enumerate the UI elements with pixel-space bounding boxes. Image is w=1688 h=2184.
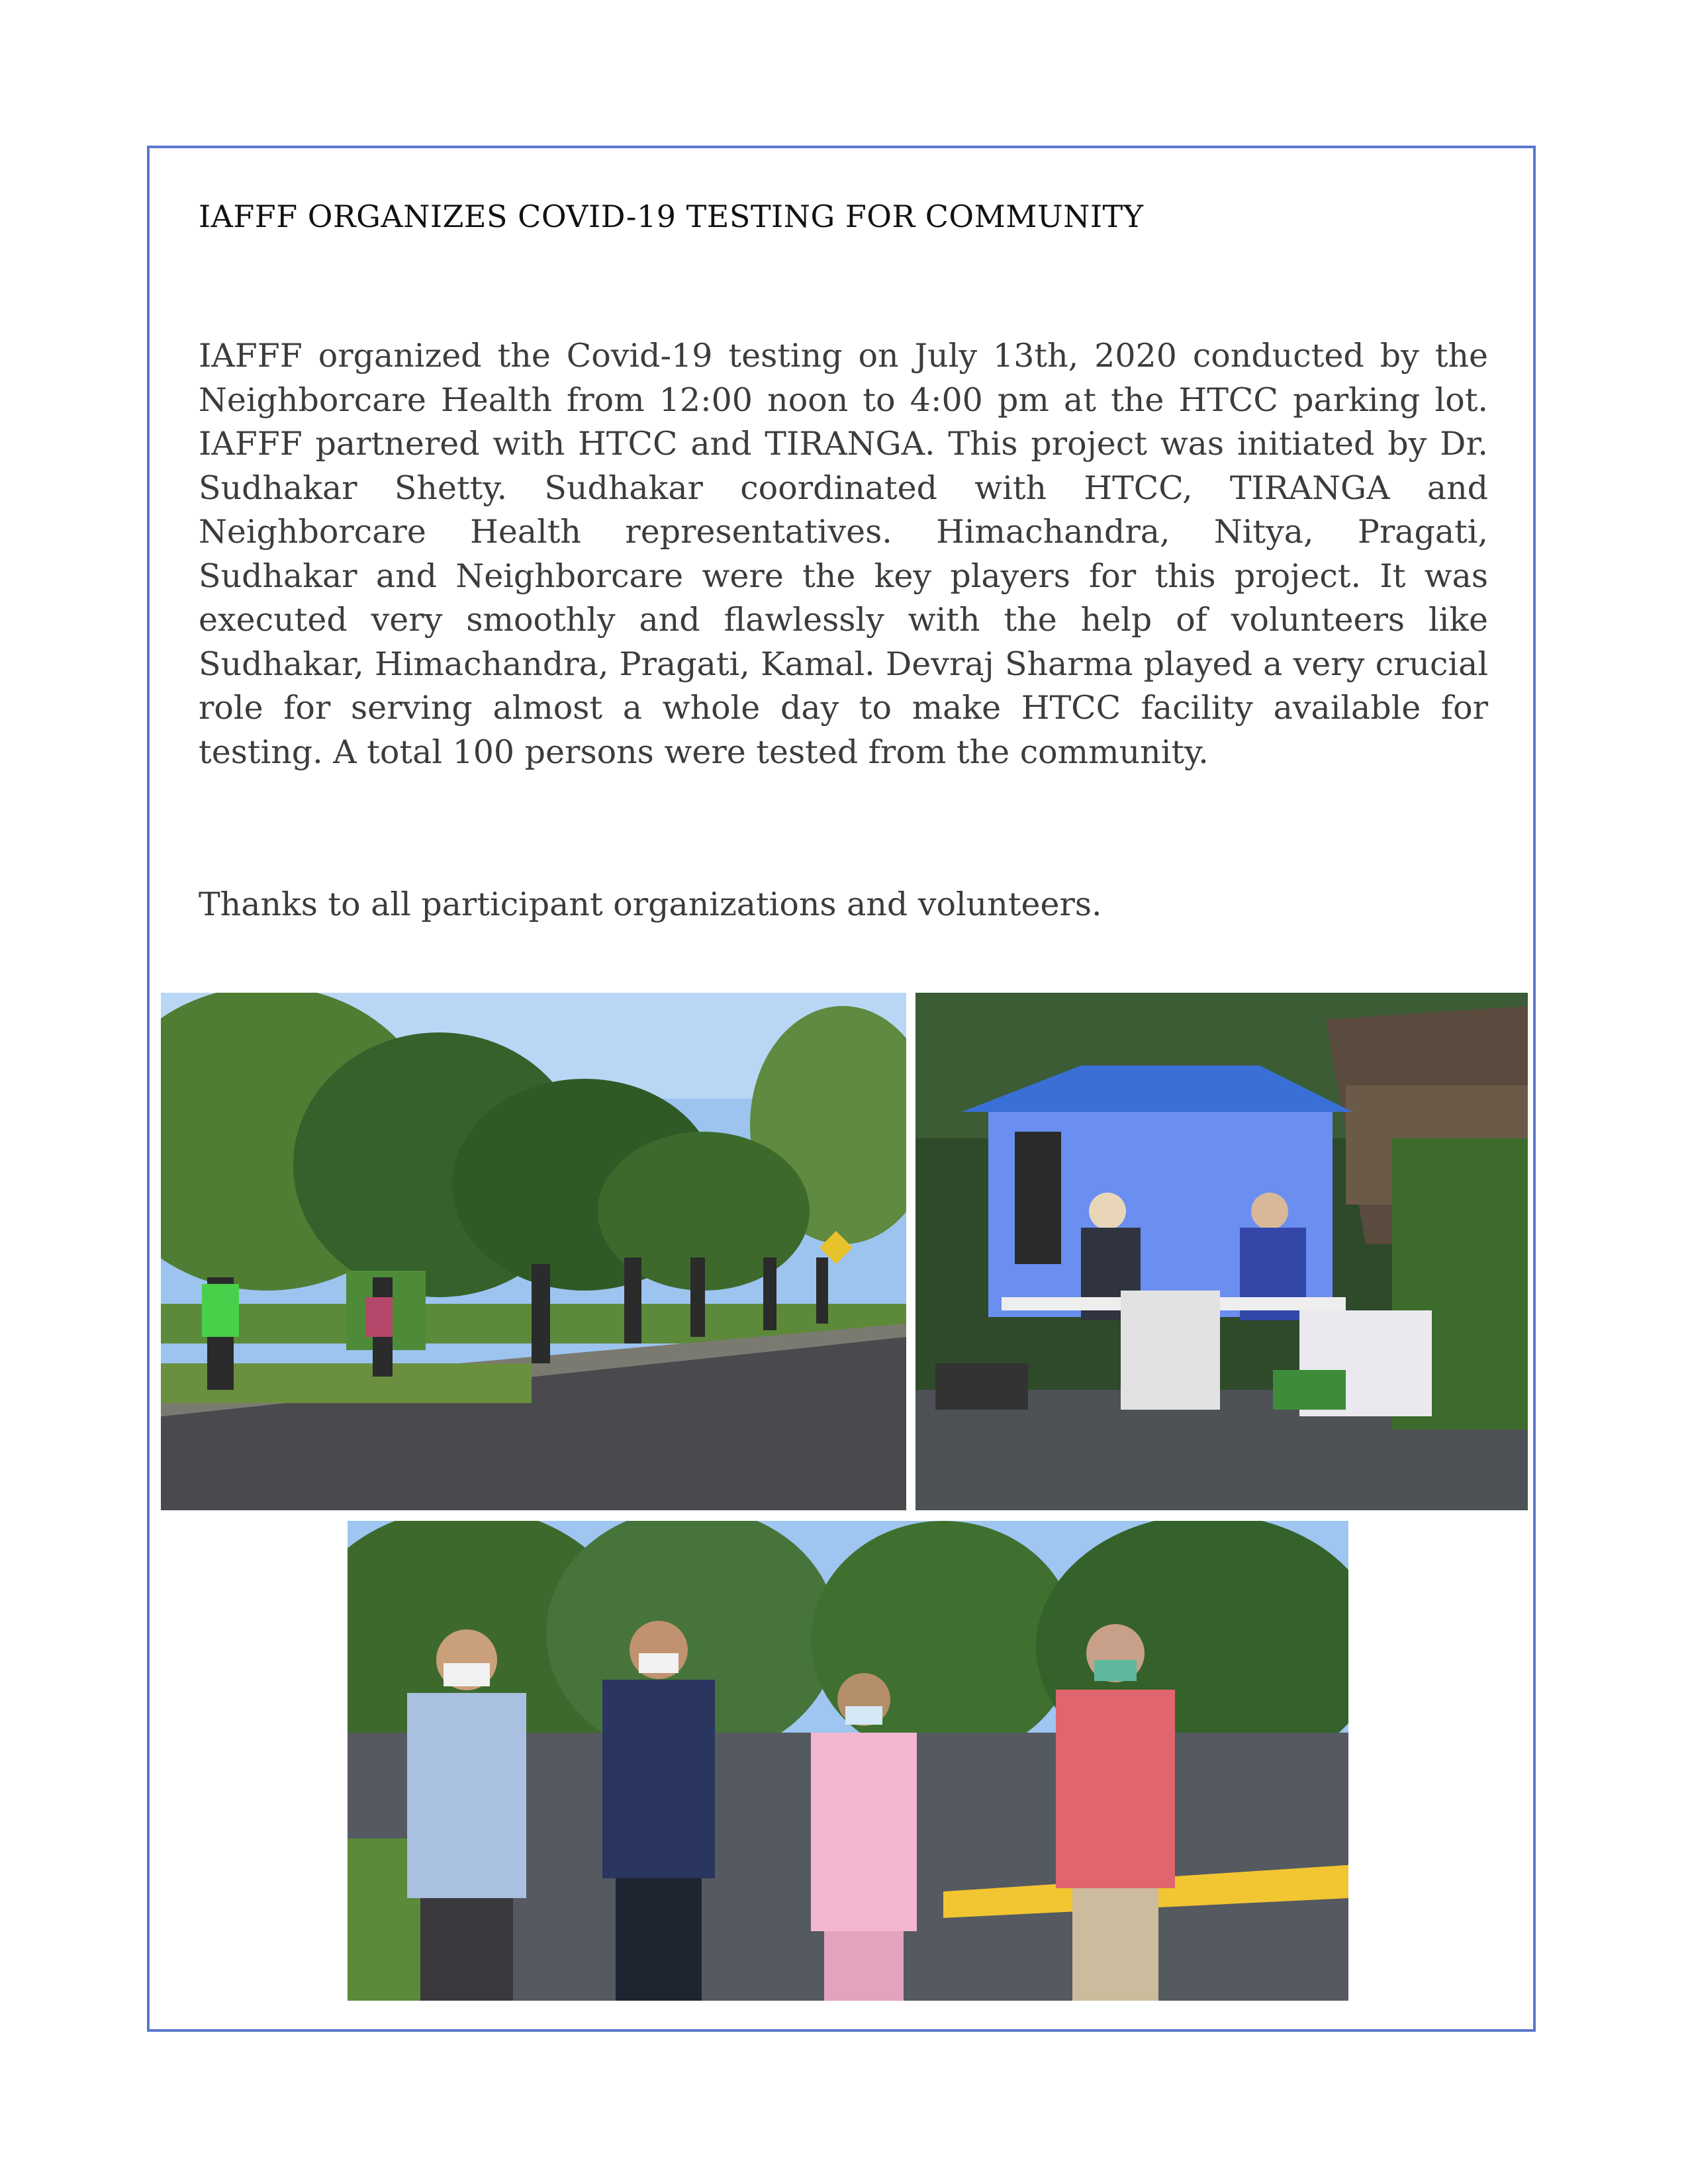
- photo-people-queue-icon: [161, 993, 906, 1510]
- photo-testing-tent-icon: [915, 993, 1528, 1510]
- photo-volunteers-group-icon: [348, 1521, 1348, 2001]
- thanks-line: Thanks to all participant organizations and volunteers.: [199, 886, 1102, 923]
- group-photo: [348, 1521, 1348, 2001]
- page-title: IAFFF ORGANIZES COVID-19 TESTING FOR COMMUNITY: [199, 199, 1144, 234]
- tent-photo: [915, 993, 1528, 1510]
- body-paragraph: IAFFF organized the Covid-19 testing on July 13th, 2020 conducted by the Neighborcare Health from 12:00 noon to 4:00 pm at the HTCC parking lot. IAFFF partnered with HTCC and TIRANGA. This project was initiated by Dr. Sudhakar Shetty. Sudhakar coordinated with HTCC, TIRANGA and Neighborcare Health representatives. Himachandra, Nitya, Pragati, Sudhakar and Neighborcare were the key players for this project. It was executed very smoothly and flawlessly with the help of volunteers like Sudhakar, Himachandra, Pragati, Kamal. Devraj Sharma played a very crucial role for serving almost a whole day to make HTCC facility available for testing. A total 100 persons were tested from the community.: [199, 337, 1488, 771]
- queue-photo: [161, 993, 906, 1510]
